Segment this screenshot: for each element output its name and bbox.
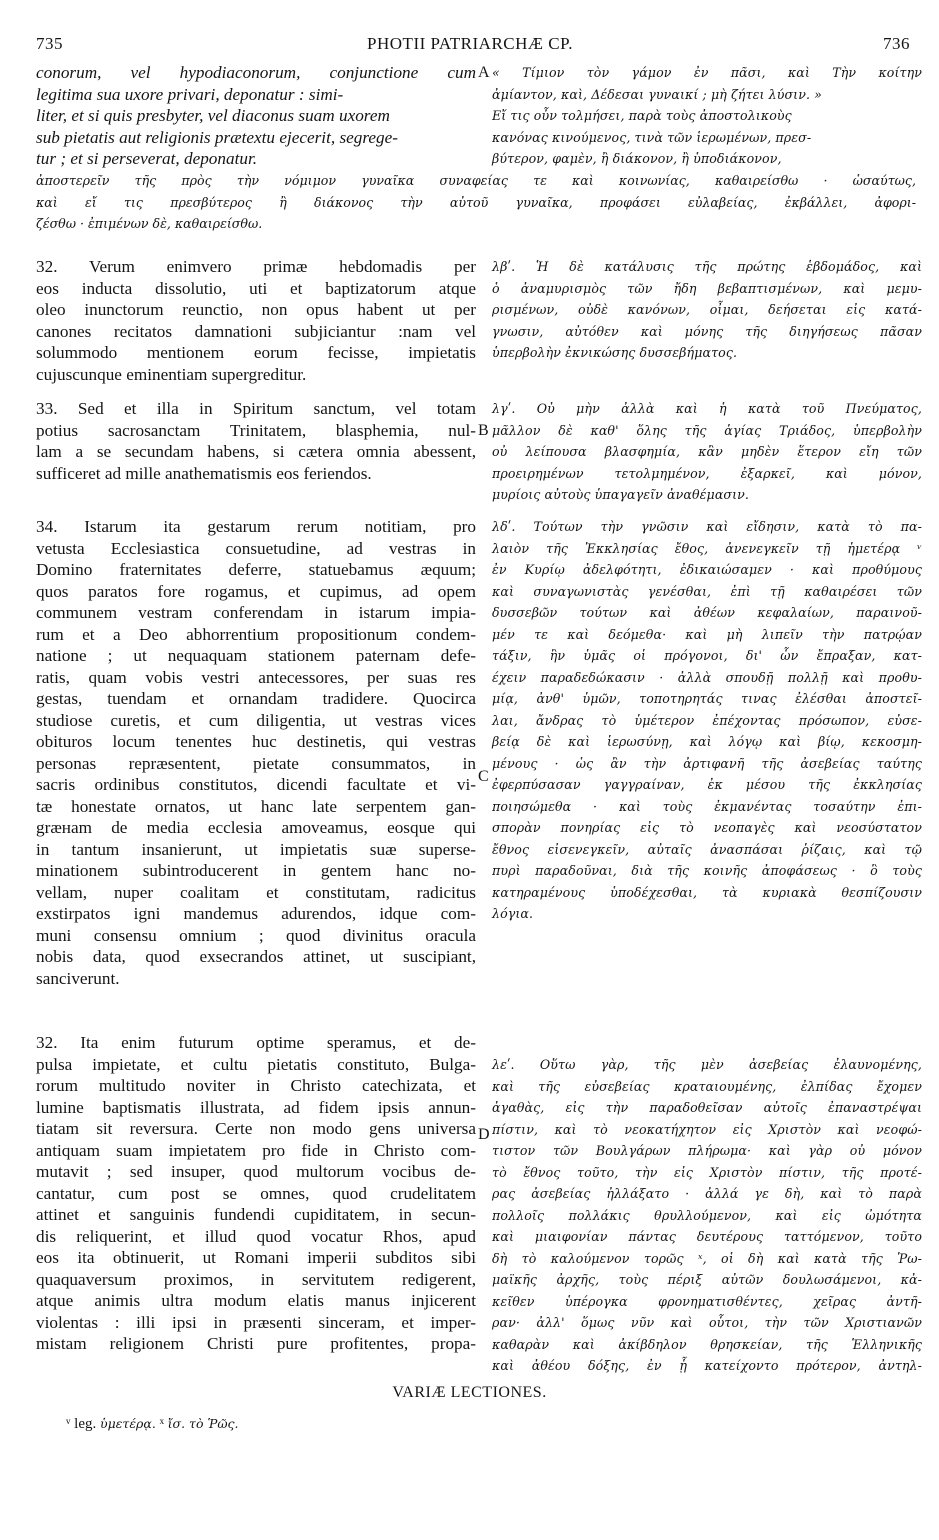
text-line: conorum, vel hypodiaconorum, conjunctione cum (36, 63, 476, 82)
text-line: Εἴ τις οὖν τολμήσει, παρὰ τοὺς ἀποστολικοὺς (492, 108, 792, 123)
text-line: ρισμένων, οὐδὲ κανόνων, οἶμαι, δεήσεται εἰς κατά- (492, 302, 922, 317)
text-line: ὑπερβολὴν ἐκνικώσης δυσσεβήματος. (492, 345, 738, 360)
text-line: ἔθνος εἰσενεγκεῖν, αὐταῖς ἀνασπάσαι ῥίζαις, καὶ τῷ (492, 841, 922, 857)
text-line: sub pietatis aut religionis prætextu ejecerit, segrege- (36, 127, 398, 147)
margin-letter-c: C (478, 768, 489, 785)
greek-fullwidth-lines (36, 170, 916, 235)
right-page-number: 736 (883, 34, 910, 53)
latin-section-34 (36, 516, 476, 989)
text-line: καὶ συναγωνιστὰς γενέσθαι, ἐπὶ τῇ καθαιρέσει τῶν (492, 583, 922, 599)
latin-section-32 (36, 256, 476, 385)
text-line: cantatur, cum post se omnes, quod crudelitatem (36, 1183, 476, 1203)
variae-lectiones-title: VARIÆ LECTIONES. (392, 1384, 547, 1401)
text-line: sacris ordinibus constitutos, dicendi facultate et vi- (36, 775, 476, 794)
margin-letter-a: A (478, 64, 490, 81)
text-line: δὴ τὸ καλούμενον τορῶς ˣ, οἱ δὴ καὶ κατὰ τῆς Ῥω- (492, 1250, 922, 1266)
text-line: ρας ἀσεβείας ἠλλάξατο · ἀλλά γε δὴ, καὶ τὸ παρὰ (492, 1186, 922, 1201)
text-line: 32. Ita enim futurum optime speramus, et de- (36, 1033, 476, 1052)
text-line: vetusta Ecclesiastica consuetudine, ad vestras in (36, 538, 476, 558)
text-line: sufficeret ad mille anathematismis eos feriendos. (36, 463, 372, 483)
text-line: studiose curetis, et cum diligentia, ut vestras vices (36, 710, 476, 730)
text-line: in tantum insanierunt, ut impietatis suæ superse- (36, 839, 476, 859)
text-line: τάξιν, ἣν ὑμᾶς οἱ πρόγονοι, δι' ὧν ἔπραξαν, κατ- (492, 648, 922, 663)
text-line: tur ; et si perseverat, deponatur. (36, 149, 258, 168)
text-line: atque animis ultra modum elatis manus injicerent (36, 1291, 476, 1310)
text-line: rum et a Deo abhorrentium propositionum condem- (36, 624, 476, 644)
margin-letter-b: B (478, 422, 489, 439)
text-line: græнam de media ecclesia amoveamus, eosque qui (36, 818, 476, 837)
greek-section-35 (492, 1054, 922, 1377)
text-line: natione ; ut nequaquam stationem paternam defe- (36, 646, 476, 665)
text-line: potius sacrosanctam Trinitatem, blasphemia, nul- (36, 420, 476, 440)
footnote-greek-2: ἴσ. τὸ Ῥῶς. (167, 1416, 239, 1431)
text-line: καὶ εἴ τις πρεσβύτερος ἢ διάκονος τὴν αὐτοῦ γυναῖκα, προφάσει εὐλαβείας, ἐκβάλλει, ἀφορι- (36, 194, 916, 210)
text-line: ὁ ἀναμυρισμὸς τῶν ἤδη βεβαπτισμένων, καὶ μεμυ- (492, 280, 922, 296)
text-line: λδʹ. Τούτων τὴν γνῶσιν καὶ εἴδησιν, κατὰ τὸ πα- (492, 519, 922, 534)
text-line: ratis, quam vobis vestri antecessores, per suas res (36, 667, 476, 687)
text-line: quaquaversum proximos, in servitutem redigerent, (36, 1269, 476, 1289)
text-line: έχειν παραδεδώκασιν · ἀλλὰ σπουδῇ πολλῇ καὶ προθυ- (492, 669, 922, 685)
text-line: violentas : illi ipsi in præsenti sinceram, et imper- (36, 1312, 476, 1332)
text-line: μίᾳ, ἀνθ' ὑμῶν, τοποτηρητάς τινας ἐλέσθαι ἀποστεῖ- (492, 691, 922, 706)
text-line: mutavit ; sed insuper, quod multorum vocibus de- (36, 1162, 476, 1181)
footnote-greek-1: ὑμετέρᾳ. (99, 1416, 156, 1431)
footnote (66, 1416, 239, 1433)
text-line: λόγια. (492, 906, 534, 921)
text-line: μυρίοις αὐτοὺς ὑπαγαγεῖν ἀναθέμασιν. (492, 487, 750, 502)
text-line: communem vestram conferendam in istarum impia- (36, 603, 476, 622)
running-header (30, 34, 910, 56)
text-line: τὸ ἔθνος τοῦτο, τὴν εἰς Χριστὸν πίστιν, τῆς προτέ- (492, 1164, 922, 1180)
text-line: μαϊκῆς ἀρχῆς, τοὺς πέριξ αὐτῶν δουλωσάμενοι, κἀ- (492, 1272, 922, 1287)
text-line: cujuscunque eminentiam supergreditur. (36, 364, 307, 384)
text-line: λγʹ. Οὐ μὴν ἀλλὰ καὶ ἡ κατὰ τοῦ Πνεύματος, (492, 401, 922, 416)
text-line: minationem subintroducerent in gentem hanc no- (36, 861, 476, 880)
text-line: attinet et sanguinis fundendi cupiditatem, in secun- (36, 1205, 476, 1224)
text-line: quos paratos fore rogamus, et cupimus, ad opem (36, 581, 476, 601)
text-line: pulsa impietate, et cultu pietatis constituto, Bulga- (36, 1054, 476, 1074)
text-line: exstirpatos igni mandemus adurendos, idque com- (36, 904, 476, 923)
text-line: προειρημένων τετολμημένον, ἐξαρκεῖ, καὶ μόνον, (492, 465, 922, 481)
text-line: πίστιν, καὶ τὸ νεοκατήχητον εἰς Χριστὸν καὶ νεοφώ- (492, 1121, 922, 1137)
text-line: lam a se secundam habens, si cætera omnia abessent, (36, 442, 476, 461)
text-line: οὐ λείπουσα βλασφημία, κἂν μηδὲν ἕτερον εἴη τῶν (492, 444, 922, 459)
text-line: μένους · ὡς ἂν τὴν ἀρτιφανῆ τῆς ἀσεβείας ταύτης (492, 755, 922, 771)
text-line: lumine baptismatis illustrata, ad fidem ipsis annun- (36, 1097, 476, 1117)
greek-canon-continuation (492, 62, 922, 170)
text-line: 33. Sed et illa in Spiritum sanctum, vel totam (36, 399, 476, 418)
text-line: βύτερον, φαμὲν, ἢ διάκονον, ἢ ὑποδιάκονον, (492, 151, 782, 166)
text-line: vellam, nuper coalitam et constitutam, radicitus (36, 882, 476, 902)
text-line: muni consensu omnium ; quod divinitus oracula (36, 925, 476, 945)
text-line: μέν τε καὶ δεόμεθα· καὶ μὴ λιπεῖν τὴν πατρῴαν (492, 626, 922, 642)
text-line: ἐφερπύσασαν γαγγραίναν, ἐκ μέσου τῆς ἐκκλησίας (492, 777, 922, 792)
text-line: personas repræsentent, pietate consummatos, in (36, 753, 476, 773)
text-line: gestas, tuendam et ornandam tradidere. Quocirca (36, 689, 476, 708)
text-line: ποιησώμεθα · καὶ τοὺς ἐκμανέντας τοσαύτην ἐπι- (492, 798, 922, 814)
text-line: 32. Verum enimvero primæ hebdomadis per (36, 257, 476, 276)
text-line: eos inducta dissolutio, uti et baptizatorum atque (36, 278, 476, 298)
text-line: tiatam sit reversura. Certe non modo gens universa (36, 1119, 476, 1138)
text-line: antiquam suam impietatem pro fide in Christo com- (36, 1140, 476, 1160)
text-line: βείᾳ δὲ καὶ ἱερωσύνῃ, καὶ λόγῳ καὶ βίῳ, κεκοσμη- (492, 734, 922, 749)
text-line: ἀμίαντον, καὶ, Δέδεσαι γυναικί ; μὴ ζήτει λύσιν. » (492, 86, 822, 102)
text-line: legitima sua uxore privari, deponatur : simi- (36, 84, 344, 104)
text-line: καθαρὰν καὶ ἀκίβδηλον θρησκείαν, τῆς Ἑλληνικῆς (492, 1336, 922, 1352)
text-line: solummodo mentionem eorum fecisse, impietatis (36, 343, 476, 362)
text-line: oleo inunctorum reunctio, non opus habent ut per (36, 300, 476, 319)
text-line: rorum multitudo noviter in Christo catechizata, et (36, 1076, 476, 1095)
text-line: λβʹ. Ἡ δὲ κατάλυσις τῆς πρώτης ἑβδομάδος, καὶ (492, 259, 922, 274)
text-line: nobis data, quod exsecrandos attinet, ut suscipiant, (36, 947, 476, 966)
text-line: γνωσιν, αὐτόθεν καὶ μόνης τῆς διηγήσεως πᾶσαν (492, 323, 922, 339)
text-line: tæ honestate ornatos, ut hanc late serpentem gan- (36, 796, 476, 816)
text-line: πολλοῖς πολλάκις θρυλλούμενον, καὶ εἰς ὠμότητα (492, 1207, 922, 1223)
text-line: liter, et si quis presbyter, vel diaconus suam uxorem (36, 106, 390, 125)
text-line: δυσσεβῶν τούτων καὶ ἀθέων κεφαλαίων, παραινοῦ- (492, 605, 922, 620)
text-line: « Τίμιον τὸν γάμον ἐν πᾶσι, καὶ Τὴν κοίτην (492, 65, 922, 80)
text-line: Domino fraternitates deferre, statuebamus æquum; (36, 560, 476, 579)
text-line: λαι, ἄνδρας τὸ ὑμέτερον ἐπέχοντας πρόσωπον, εὐσε- (492, 712, 922, 728)
text-line: obituros locum tenentes huc destinetis, qui vestras (36, 732, 476, 751)
text-line: καὶ ἀθέου δόξης, ἐν ᾗ κατείχοντο πρότερον, ἀντηλ- (492, 1358, 922, 1373)
text-line: ἀποστερεῖν τῆς πρὸς τὴν νόμιμον γυναῖκα συναφείας τε καὶ κοινωνίας, καθαιρείσθω · ὡσαύτως, (36, 173, 916, 188)
latin-section-32b (36, 1032, 476, 1355)
margin-letter-d: D (478, 1126, 490, 1143)
running-title: PHOTII PATRIARCHÆ CP. (367, 34, 573, 53)
text-line: sanciverunt. (36, 968, 120, 988)
text-line: λεʹ. Οὕτω γὰρ, τῆς μὲν ἀσεβείας ἐλαυνομένης, (492, 1057, 922, 1072)
text-line: μᾶλλον δὲ καθ' ὅλης τῆς ἁγίας Τριάδος, ὑπερβολὴν (492, 422, 922, 438)
text-line: canones recitatos damnationi subjiciantur :nam vel (36, 321, 476, 341)
latin-section-33 (36, 398, 476, 484)
latin-canon-continuation (36, 62, 476, 170)
text-line: λαιὸν τῆς Ἐκκλησίας ἔθος, ἀνενεγκεῖν τῇ ἡμετέρᾳ ᵛ (492, 540, 922, 556)
greek-section-32 (492, 256, 922, 364)
text-line: κανόνας κινούμενος, τινὰ τῶν ἱερωμένων, πρεσ- (492, 129, 812, 145)
text-line: mistam religionem Christi pure profitentes, propa- (36, 1334, 476, 1353)
footnote-mid: ˣ (159, 1416, 164, 1432)
text-line: καὶ τῆς εὐσεβείας κραταιουμένης, ἐλπίδας ἔχομεν (492, 1078, 922, 1094)
footnote-prefix: ᵛ leg. (66, 1416, 97, 1432)
text-line: ραν· ἀλλ' ὅμως νῦν καὶ οὗτοι, τὴν τῶν Χριστιανῶν (492, 1315, 922, 1330)
text-line: σπορὰν πονηρίας εἰς τὸ νεοπαγὲς καὶ νεοσύστατον (492, 820, 922, 835)
text-line: ἐν Κυρίῳ ἀδελφότητι, ἐδικαιώσαμεν · καὶ προθύμους (492, 562, 922, 577)
text-line: dis reliquerint, et illud quod vocatur Rhos, apud (36, 1226, 476, 1246)
text-line: πυρὶ παραδοῦναι, διὰ τῆς κοινῆς ἀποφάσεως · ὃ τοὺς (492, 863, 922, 878)
text-line: ζέσθω · ἐπιμένων δὲ, καθαιρείσθω. (36, 216, 263, 231)
left-page-number: 735 (36, 34, 63, 53)
text-line: eos ita obtinuerit, ut Romani imperii subditos sibi (36, 1248, 476, 1267)
text-line: καὶ μιαιφονίαν πάντας δευτέρους ταττόμενον, τοῦτο (492, 1229, 922, 1244)
text-line: ἀγαθὰς, εἰς τὴν παραδοθεῖσαν αὐτοῖς ἐπαναστρέψαι (492, 1100, 922, 1115)
text-line: τιστον τῶν Βουλγάρων πλήρωμα· καὶ γὰρ οὐ μόνον (492, 1143, 922, 1158)
greek-section-34 (492, 516, 922, 925)
text-line: κατηραμένους ὑποδέχεσθαι, τὰ κυριακὰ θεσπίζουσιν (492, 884, 922, 900)
text-line: κεῖθεν ὑπέρογκα φρονηματισθέντες, χεῖρας ἀντῆ- (492, 1293, 922, 1309)
text-line: 34. Istarum ita gestarum rerum notitiam, pro (36, 517, 476, 536)
greek-section-33 (492, 398, 922, 506)
